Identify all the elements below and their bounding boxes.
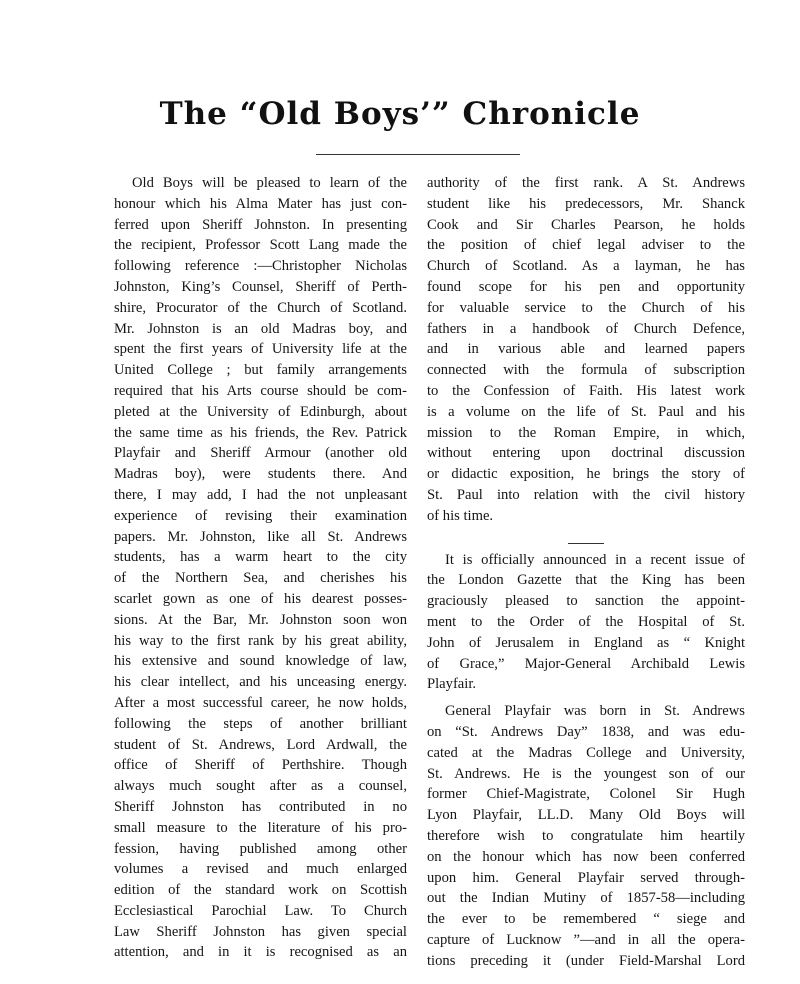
text-line: of the Northern Sea, and cherishes his — [114, 570, 407, 587]
text-line: the position of chief legal adviser to the — [427, 237, 745, 254]
text-line: authority of the first rank. A St. Andrews — [427, 175, 745, 191]
text-line: student of St. Andrews, Lord Ardwall, the — [114, 736, 407, 753]
text-line: of his time. — [427, 507, 494, 524]
text-line: small measure to the literature of his pro- — [114, 819, 407, 836]
text-line: sions. At the Bar, Mr. Johnston soon won — [114, 611, 407, 628]
text-line: After a most successful career, he now holds, — [114, 694, 407, 711]
text-line: Ecclesiastical Parochial Law. To Church — [114, 902, 407, 919]
text-line: former Chief-Magistrate, Colonel Sir Hugh — [427, 786, 745, 803]
text-line: It is officially announced in a recent issue of — [445, 551, 745, 568]
text-line: United College ; but family arrangements — [114, 362, 407, 379]
text-line: is a volume on the life of St. Paul and his — [427, 403, 745, 420]
text-line: graciously pleased to sanction the appoint- — [427, 593, 745, 610]
text-line: ferred upon Sheriff Johnston. In presenting — [114, 216, 407, 233]
text-line: St. Paul into relation with the civil history — [427, 486, 745, 503]
text-line: his way to the first rank by his great ability, — [114, 632, 407, 649]
text-line: upon him. General Playfair served through- — [427, 869, 745, 886]
text-line: following reference :—Christopher Nicholas — [114, 258, 407, 275]
text-line: Playfair. — [427, 676, 477, 693]
text-line: attention, and in it is recognised as an — [114, 944, 407, 961]
text-line: tions preceding it (under Field-Marshal Lord — [427, 952, 745, 969]
text-line: cated at the Madras College and University, — [427, 744, 745, 761]
text-line: his extensive and sound knowledge of law, — [114, 653, 407, 670]
left-column — [114, 173, 407, 963]
text-line: mission to the Roman Empire, in which, — [427, 424, 745, 441]
text-line: his clear intellect, and his unceasing energy. — [114, 674, 407, 691]
text-line: the London Gazette that the King has been — [427, 572, 745, 589]
text-line: scarlet gown as one of his dearest posses- — [114, 590, 407, 607]
text-line: Church of Scotland. As a layman, he has — [427, 258, 745, 275]
text-line: shire, Procurator of the Church of Scotland. — [114, 299, 407, 316]
text-line: following the steps of another brilliant — [114, 715, 407, 732]
text-line: Old Boys will be pleased to learn of the — [132, 175, 407, 191]
text-line: always much sought after as a counsel, — [114, 778, 407, 795]
page-title: The “Old Boys’” Chronicle — [159, 96, 641, 132]
text-line: without entering upon doctrinal discussion — [427, 445, 745, 462]
text-line: office of Sheriff of Perthshire. Though — [114, 757, 407, 774]
text-line: Law Sheriff Johnston has given special — [114, 923, 407, 940]
text-line: Johnston, King’s Counsel, Sheriff of Perth- — [114, 278, 407, 295]
text-line: on “St. Andrews Day” 1838, and was edu- — [427, 723, 745, 740]
text-line: connected with the formula of subscription — [427, 362, 745, 379]
text-line: Cook and Sir Charles Pearson, he holds — [427, 216, 745, 233]
text-line: Lyon Playfair, LL.D. Many Old Boys will — [427, 807, 745, 824]
text-line: the same time as his friends, the Rev. Patrick — [114, 424, 407, 441]
text-line: on the honour which has now been conferred — [427, 848, 745, 865]
text-line: student like his predecessors, Mr. Shanck — [427, 195, 745, 212]
text-line: out the Indian Mutiny of 1857-58—including — [427, 890, 745, 907]
text-line: of Grace,” Major-General Archibald Lewis — [427, 655, 745, 672]
text-line: edition of the standard work on Scottish — [114, 882, 407, 899]
text-line: pleted at the University of Edinburgh, about — [114, 403, 407, 420]
text-line: spent the first years of University life at the — [114, 341, 407, 358]
text-line: the recipient, Professor Scott Lang made the — [114, 237, 407, 254]
text-line: students, has a warm heart to the city — [114, 549, 407, 566]
text-line: experience of revising their examination — [114, 507, 407, 524]
text-line: fathers in a handbook of Church Defence, — [427, 320, 745, 337]
title-rule — [316, 154, 520, 155]
section-divider — [568, 543, 604, 544]
text-line: Playfair and Sheriff Armour (another old — [114, 445, 407, 462]
text-line: Madras boy), were students there. And — [114, 466, 407, 483]
text-line: fession, having published among other — [114, 840, 407, 857]
text-line: General Playfair was born in St. Andrews — [445, 703, 745, 720]
text-line: Mr. Johnston is an old Madras boy, and — [114, 320, 407, 337]
text-line: papers. Mr. Johnston, like all St. Andrews — [114, 528, 407, 545]
text-line: honour which his Alma Mater has just con- — [114, 195, 407, 212]
text-line: required that his Arts course should be com- — [114, 382, 407, 399]
text-line: to the Confession of Faith. His latest work — [427, 382, 745, 399]
text-line: there, I may add, I had the not unpleasant — [114, 486, 407, 503]
text-line: capture of Lucknow ”—and in all the opera- — [427, 931, 745, 948]
text-line: St. Andrews. He is the youngest son of our — [427, 765, 745, 782]
text-line: Sheriff Johnston has contributed in no — [114, 798, 407, 815]
text-line: the ever to be remembered “ siege and — [427, 911, 745, 928]
text-line: and in various able and learned papers — [427, 341, 745, 358]
text-line: therefore wish to congratulate him heartily — [427, 827, 745, 844]
text-line: ment to the Order of the Hospital of St. — [427, 613, 745, 630]
text-line: found scope for his pen and opportunity — [427, 278, 745, 295]
text-line: or didactic exposition, he brings the story of — [427, 466, 745, 483]
text-line: John of Jerusalem in England as “ Knight — [427, 634, 745, 651]
right-column — [427, 173, 745, 971]
text-line: for valuable service to the Church of his — [427, 299, 745, 316]
text-line: volumes a revised and much enlarged — [114, 861, 407, 878]
